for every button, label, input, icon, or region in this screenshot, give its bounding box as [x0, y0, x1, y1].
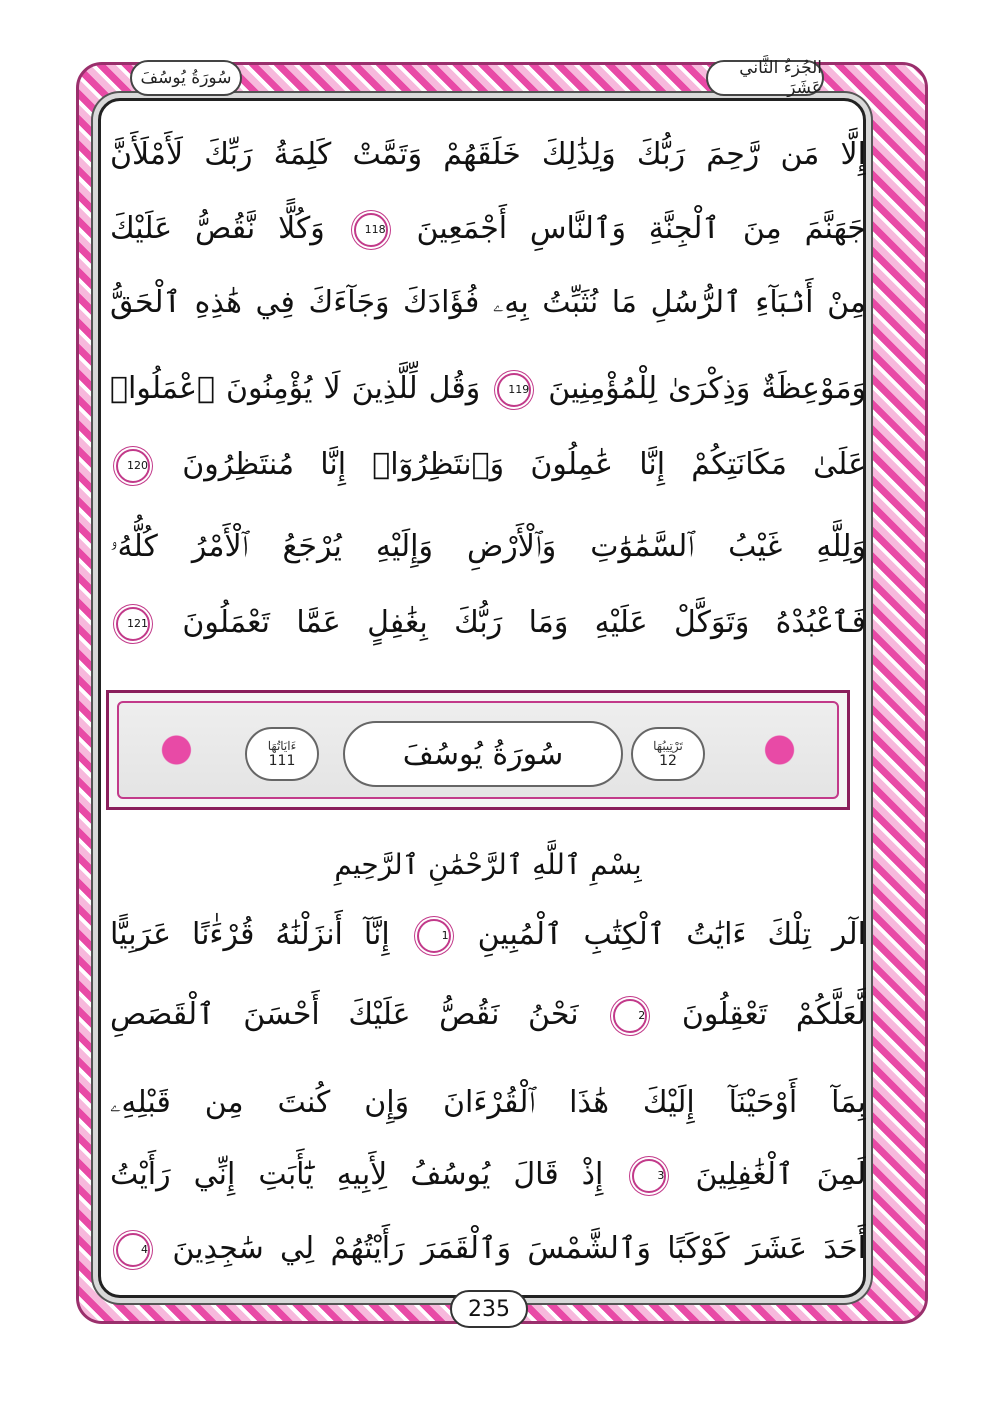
ayah-number-marker: 121	[116, 607, 150, 641]
verse-text: نَحْنُ نَقُصُّ عَلَيْكَ أَحْسَنَ ٱلْقَصَصِ	[110, 997, 579, 1032]
verse-line-1: إِلَّا مَن رَّحِمَ رَبُّكَ وَلِذَٰلِكَ خَلَقَهُمْ وَتَمَّتْ كَلِمَةُ رَبِّكَ لَأَمْلَأَنَّ	[110, 137, 866, 172]
juz-header-label: الجُزءُ الثَّاني عَشَرَ	[706, 60, 824, 96]
ayah-number-marker: 120	[116, 449, 150, 483]
verse-text: الٓر تِلْكَ ءَايَٰتُ ٱلْكِتَٰبِ ٱلْمُبِينِ	[477, 917, 866, 952]
verse-line-5	[110, 430, 866, 500]
verse-line-3: مِنْ أَنۢبَآءِ ٱلرُّسُلِ مَا نُثَبِّتُ بِهِۦ فُؤَادَكَ وَجَآءَكَ فِي هَٰذِهِ ٱلْحَقُّ	[110, 285, 866, 320]
verse-text: وَكُلًّا نَّقُصُّ عَلَيْكَ	[110, 211, 325, 246]
verse-line-8	[110, 900, 866, 970]
verse-text: لَمِنَ ٱلْغَٰفِلِينَ	[695, 1157, 866, 1192]
verse-text: وَقُل لِّلَّذِينَ لَا يُؤْمِنُونَ ٱعْمَلُوا۟	[110, 371, 481, 406]
verse-text: أَحَدَ عَشَرَ كَوْكَبًا وَٱلشَّمْسَ وَٱلْقَمَرَ رَأَيْتُهُمْ لِي سَٰجِدِينَ	[172, 1231, 866, 1266]
verse-text: وَمَوْعِظَةٌ وَذِكْرَىٰ لِلْمُؤْمِنِينَ	[548, 371, 866, 406]
ayat-label: ءَايَاتُهَا	[267, 739, 297, 753]
ayah-number-marker: 4	[116, 1233, 150, 1267]
verse-line-4	[110, 354, 866, 424]
surah-title-banner	[106, 690, 850, 810]
ayah-number-marker: 119	[497, 373, 531, 407]
ayah-number-marker: 2	[613, 999, 647, 1033]
verse-line-10: بِمَآ أَوْحَيْنَآ إِلَيْكَ هَٰذَا ٱلْقُرْءَانَ وَإِن كُنتَ مِن قَبْلِهِۦ	[110, 1085, 866, 1120]
ayah-number-marker: 3	[632, 1159, 666, 1193]
basmala: بِسْمِ ٱللَّهِ ٱلرَّحْمَٰنِ ٱلرَّحِيمِ	[334, 848, 642, 881]
verse-line-11	[110, 1140, 866, 1210]
verse-line-9	[110, 980, 866, 1050]
surah-order-badge	[631, 727, 705, 781]
ayah-number-marker: 118	[354, 213, 388, 247]
verse-text: فَٱعْبُدْهُ وَتَوَكَّلْ عَلَيْهِ وَمَا رَبُّكَ بِغَٰفِلٍ عَمَّا تَعْمَلُونَ	[182, 605, 866, 640]
ayah-number-marker: 1	[417, 919, 451, 953]
verse-text: عَلَىٰ مَكَانَتِكُمْ إِنَّا عَٰمِلُونَ وَٱنتَظِرُوٓا۟ إِنَّا مُنتَظِرُونَ	[182, 447, 866, 482]
ayat-count-badge	[245, 727, 319, 781]
ayat-value: 111	[268, 753, 296, 769]
verse-line-7	[110, 588, 866, 658]
verse-line-12	[110, 1214, 866, 1284]
order-label: تَرْتِيبُهَا	[653, 739, 683, 753]
verse-text: لَّعَلَّكُمْ تَعْقِلُونَ	[681, 997, 866, 1032]
verse-line-6: وَلِلَّهِ غَيْبُ ٱلسَّمَٰوَٰتِ وَٱلْأَرْضِ وَإِلَيْهِ يُرْجَعُ ٱلْأَمْرُ كُلُّهُۥ	[110, 529, 866, 564]
page-number: 235	[450, 1290, 528, 1328]
verse-text: جَهَنَّمَ مِنَ ٱلْجِنَّةِ وَٱلنَّاسِ أَجْمَعِينَ	[416, 211, 866, 246]
order-value: 12	[659, 753, 677, 769]
verse-line-2	[110, 194, 866, 264]
surah-header-label: سُورَةُ يُوسُفَ	[130, 60, 242, 96]
surah-title: سُورَةُ يُوسُفَ	[343, 721, 623, 787]
verse-text: إِذْ قَالَ يُوسُفُ لِأَبِيهِ يَٰٓأَبَتِ إِنِّي رَأَيْتُ	[110, 1157, 604, 1192]
banner-ornament	[117, 701, 839, 799]
verse-text: إِنَّآ أَنزَلْنَٰهُ قُرْءَٰنًا عَرَبِيًّا	[110, 917, 390, 952]
